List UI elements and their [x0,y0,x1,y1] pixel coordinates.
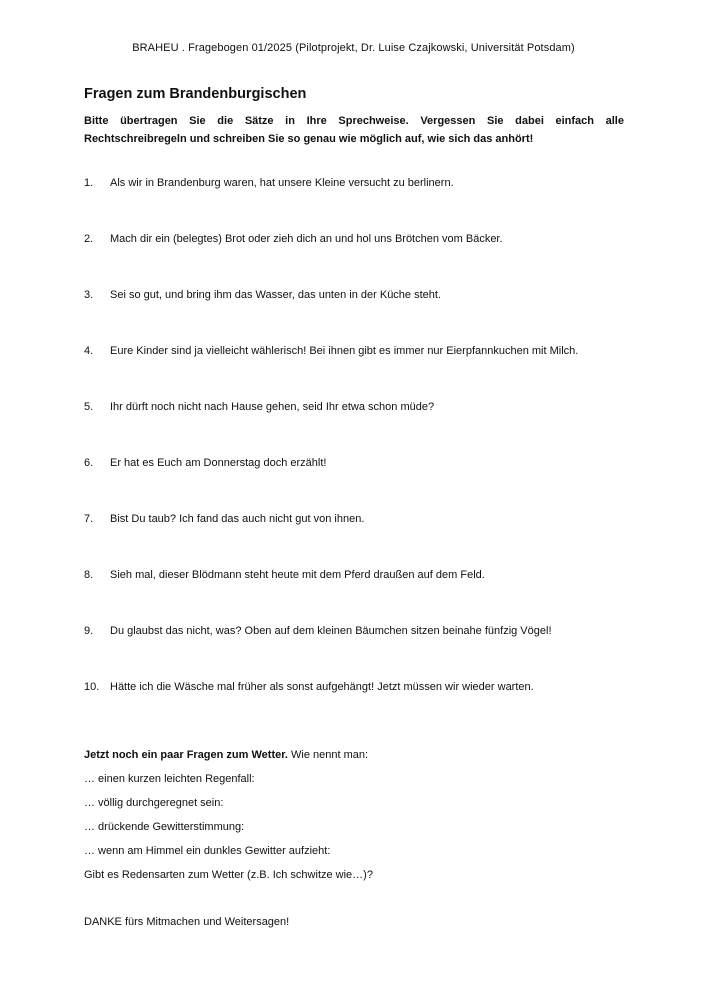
question-text: Sieh mal, dieser Blödmann steht heute mit dem Pferd draußen auf dem Feld. [110,569,485,581]
question-text: Eure Kinder sind ja vielleicht wählerisch! Bei ihnen gibt es immer nur Eierpfannkuchen mit Milch. [110,345,579,357]
question-text: Mach dir ein (belegtes) Brot oder zieh dich an und hol uns Brötchen vom Bäcker. [110,233,503,245]
question-text: Bist Du taub? Ich fand das auch nicht gut von ihnen. [110,513,365,525]
weather-item: … einen kurzen leichten Regenfall: [84,773,255,785]
question-text: Sei so gut, und bring ihm das Wasser, das unten in der Küche steht. [110,289,442,301]
question-item [84,232,644,288]
question-number: 8. [84,569,94,581]
question-text: Er hat es Euch am Donnerstag doch erzählt! [110,457,327,469]
thanks-note: DANKE fürs Mitmachen und Weitersagen! [84,916,290,928]
page-header: BRAHEU . Fragebogen 01/2025 (Pilotprojekt, Dr. Luise Czajkowski, Universität Potsdam) [132,42,575,54]
question-text: Du glaubst das nicht, was? Oben auf dem kleinen Bäumchen sitzen beinahe fünfzig Vögel! [110,625,552,637]
weather-item: … wenn am Himmel ein dunkles Gewitter aufzieht: [84,845,331,857]
question-number: 1. [84,177,94,189]
question-item [84,456,644,512]
question-text: Hätte ich die Wäsche mal früher als sonst aufgehängt! Jetzt müssen wir wieder warten. [110,681,534,693]
question-number: 2. [84,233,94,245]
question-item [84,344,644,400]
question-number: 5. [84,401,94,413]
weather-intro-heading: Jetzt noch ein paar Fragen zum Wetter. [84,749,288,761]
weather-intro-question: Wie nennt man: [287,749,369,761]
question-item [84,680,644,736]
question-item [84,568,644,624]
question-text: Als wir in Brandenburg waren, hat unsere Kleine versucht zu berlinern. [110,177,454,189]
question-item [84,288,644,344]
question-text: Ihr dürft noch nicht nach Hause gehen, seid Ihr etwa schon müde? [110,401,435,413]
question-item [84,624,644,680]
weather-sayings: Gibt es Redensarten zum Wetter (z.B. Ich schwitze wie…)? [84,869,373,881]
question-number: 7. [84,513,94,525]
question-number: 10. [84,681,100,693]
question-number: 4. [84,345,94,357]
question-number: 9. [84,625,94,637]
weather-section [84,748,644,892]
weather-intro [84,748,644,772]
weather-item: … völlig durchgeregnet sein: [84,797,224,809]
question-item [84,512,644,568]
question-number: 6. [84,457,94,469]
question-number: 3. [84,289,94,301]
question-item [84,400,644,456]
question-item [84,176,644,232]
page-title: Fragen zum Brandenburgischen [84,86,307,102]
weather-item: … drückende Gewitterstimmung: [84,821,245,833]
instructions: Bitte übertragen Sie die Sätze in Ihre Sprechweise. Vergessen Sie dabei einfach alle Rechtschreibregeln und schreiben Sie so genau wie möglich auf, wie sich das anhört! [84,115,624,145]
question-list [84,176,644,736]
